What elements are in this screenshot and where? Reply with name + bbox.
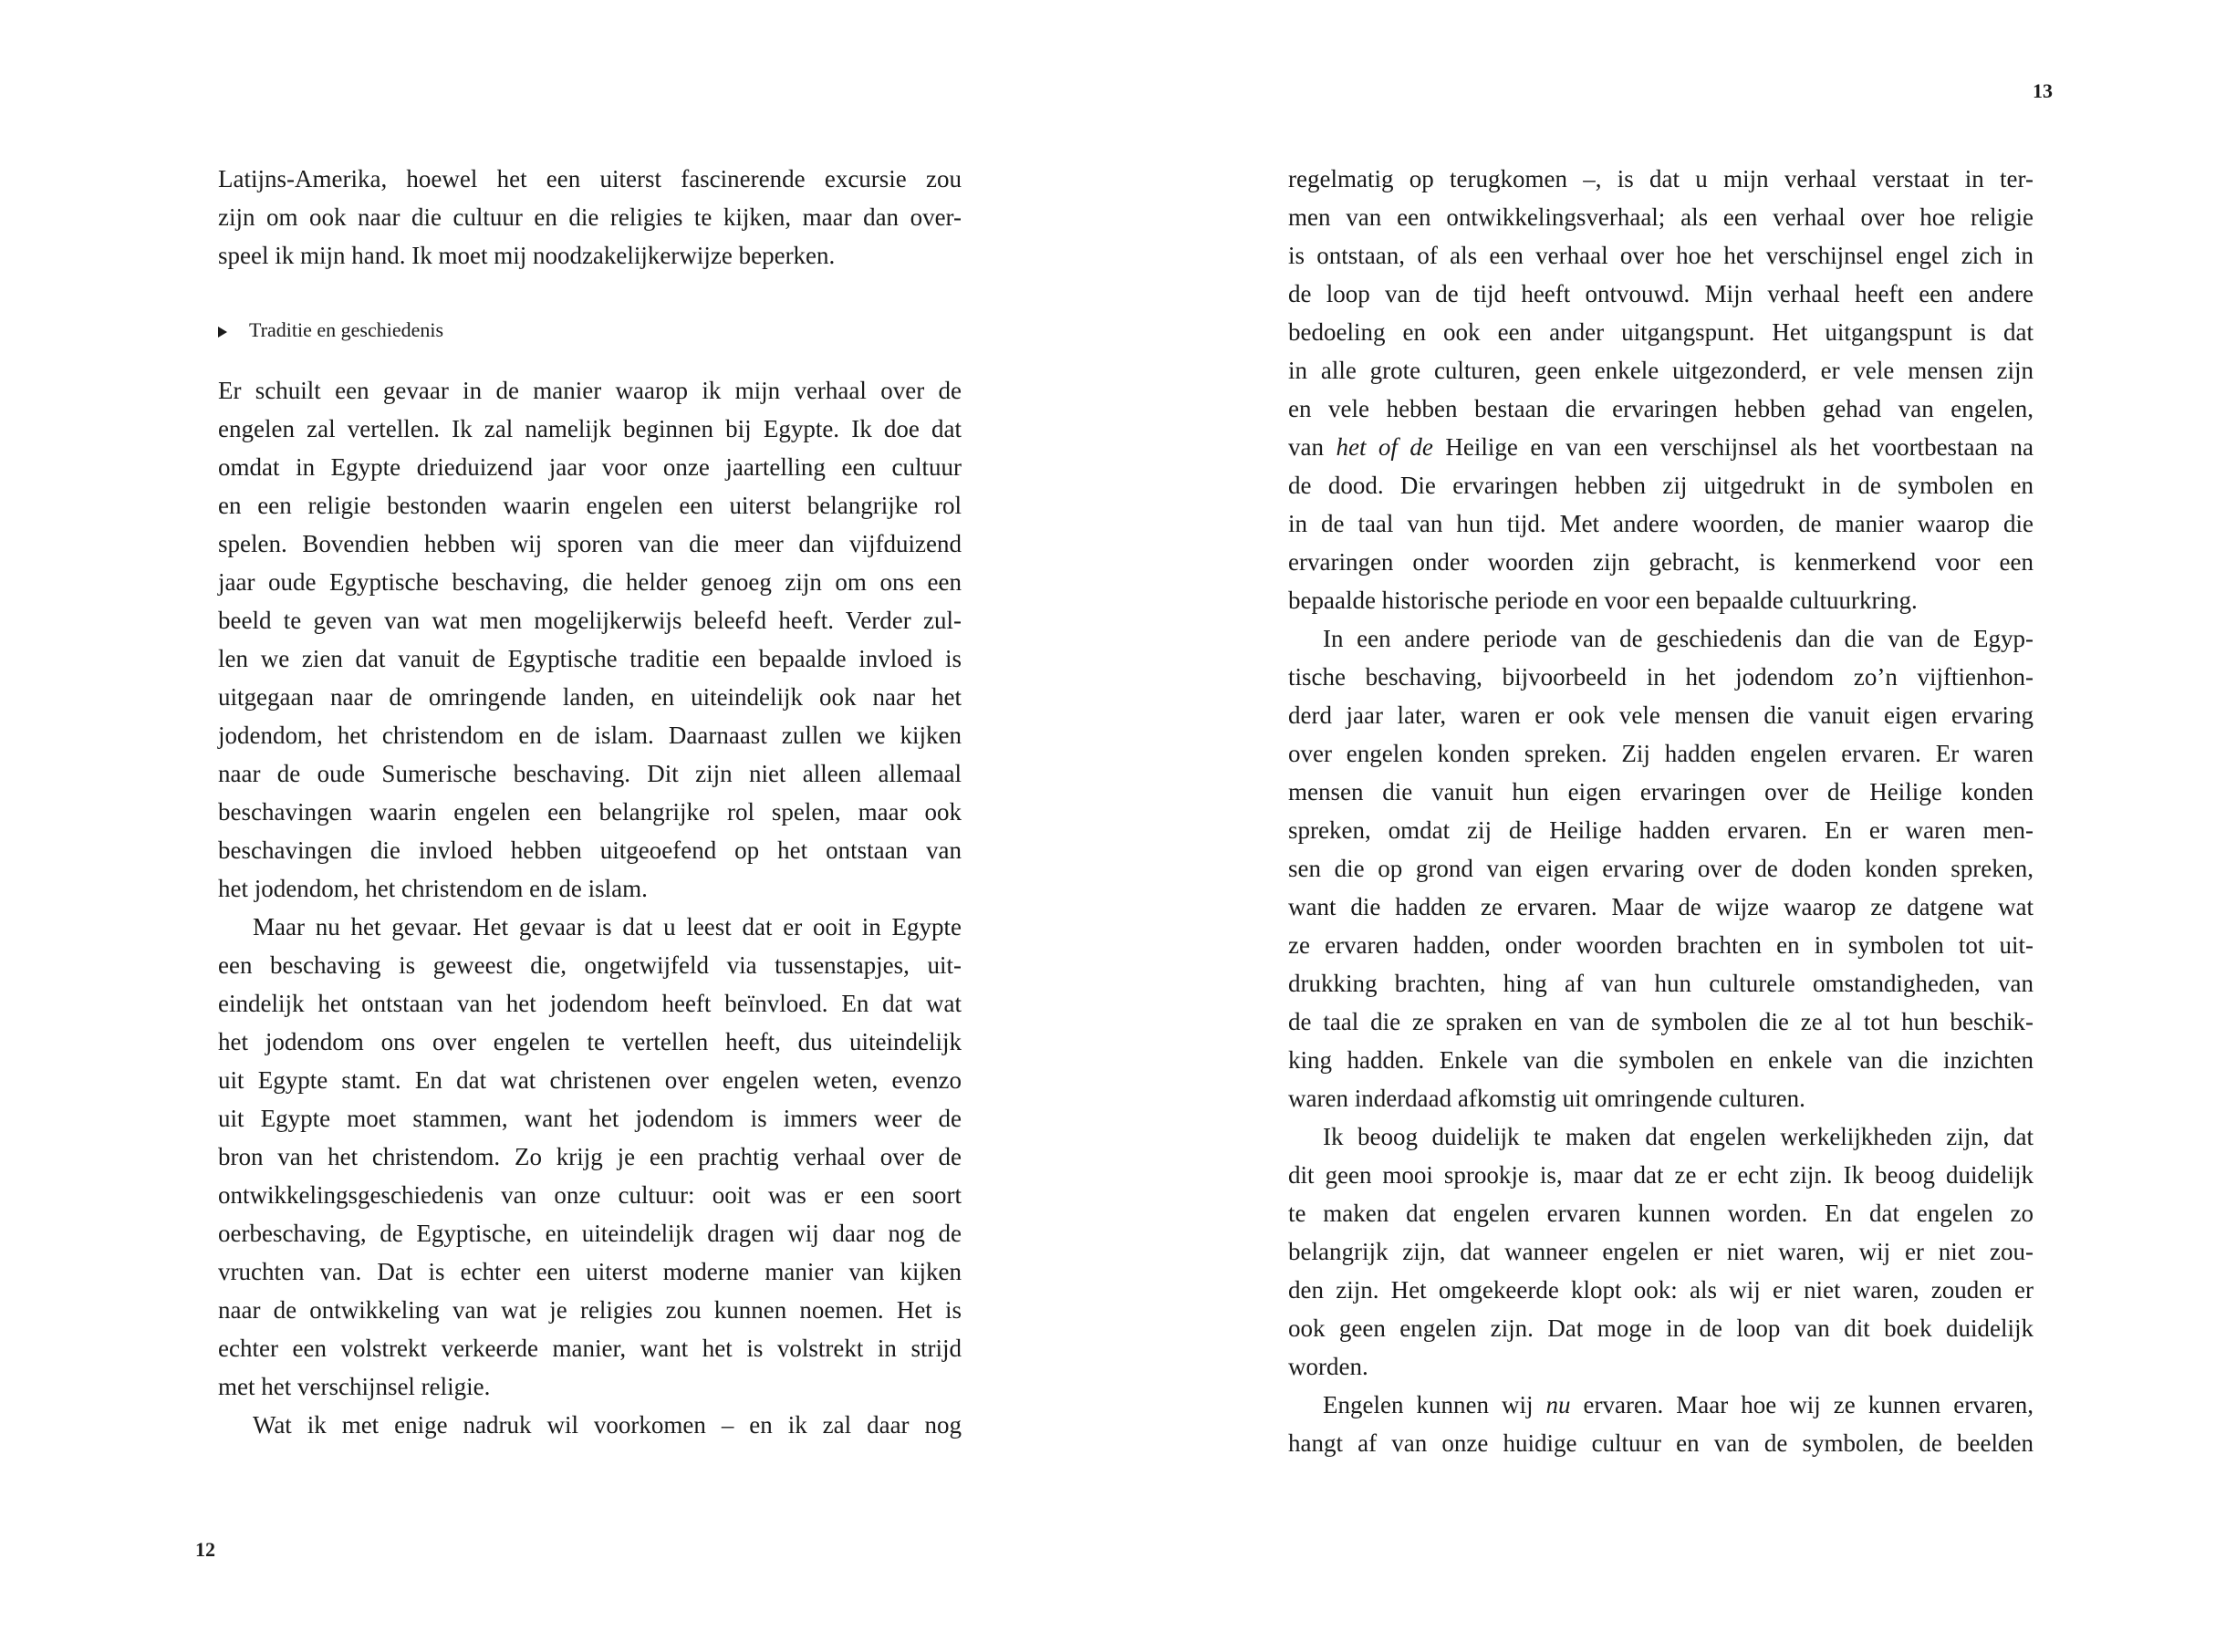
left-page-text — [218, 160, 962, 1444]
text-segment: Heilige en van een verschijnsel als het voortbestaan na — [1432, 433, 2034, 461]
text-line: Er schuilt een gevaar in de manier waarop ik mijn verhaal over de — [218, 377, 962, 404]
text-line: omdat in Egypte drieduizend jaar voor onze jaartelling een cultuur — [218, 453, 962, 481]
text-line — [1288, 428, 2034, 466]
text-line: jodendom, het christendom en de islam. Daarnaast zullen we kijken — [218, 722, 962, 749]
section-heading — [218, 311, 962, 349]
text-line: uitgegaan naar de omringende landen, en uiteindelijk ook naar het — [218, 683, 962, 711]
text-line: drukking brachten, hing af van hun culturele omstandigheden, van — [1288, 970, 2034, 997]
text-line: spreken, omdat zij de Heilige hadden ervaren. En er waren men- — [1288, 816, 2034, 844]
text-line: Ik beoog duidelijk te maken dat engelen werkelijkheden zijn, dat — [1323, 1123, 2034, 1150]
text-line: Wat ik met enige nadruk wil voorkomen – en ik zal daar nog — [253, 1411, 962, 1439]
paragraph — [1288, 619, 2034, 1117]
text-line: uit Egypte stamt. En dat wat christenen over engelen weten, evenzo — [218, 1066, 962, 1094]
text-line: met het verschijnsel religie. — [218, 1373, 491, 1400]
triangle-bullet-icon — [218, 327, 227, 338]
paragraph — [1288, 160, 2034, 619]
text-line: ook geen engelen zijn. Dat moge in de loop van dit boek duidelijk — [1288, 1314, 2034, 1342]
text-line: hangt af van onze huidige cultuur en van de symbolen, de beelden — [1288, 1429, 2034, 1457]
text-line: men van een ontwikkelingsverhaal; als een verhaal over hoe religie — [1288, 203, 2034, 231]
text-line: en een religie bestonden waarin engelen een uiterst belangrijke rol — [218, 492, 962, 519]
italic-text: nu — [1545, 1391, 1571, 1418]
text-line: Latijns-Amerika, hoewel het een uiterst fascinerende excursie zou — [218, 165, 962, 192]
text-segment: ervaren. Maar hoe wij ze kunnen ervaren, — [1570, 1391, 2034, 1418]
text-line: derd jaar later, waren er ook vele mensen die vanuit eigen ervaring — [1288, 701, 2034, 729]
text-line: ervaringen onder woorden zijn gebracht, is kenmerkend voor een — [1288, 548, 2034, 576]
section-heading-text: Traditie en geschiedenis — [249, 318, 444, 341]
paragraph — [218, 908, 962, 1406]
text-line: beschavingen waarin engelen een belangrijke rol spelen, maar ook — [218, 798, 962, 826]
text-line: de taal die ze spraken en van de symbolen die ze al tot hun beschik- — [1288, 1008, 2034, 1035]
text-line: belangrijk zijn, dat wanneer engelen er niet waren, wij er niet zou- — [1288, 1238, 2034, 1265]
text-line: den zijn. Het omgekeerde klopt ook: als wij er niet waren, zouden er — [1288, 1276, 2034, 1304]
text-line: echter een volstrekt verkeerde manier, want het is volstrekt in strijd — [218, 1335, 962, 1362]
left-paragraphs — [218, 371, 962, 1444]
text-line: in alle grote culturen, geen enkele uitgezonderd, er vele mensen zijn — [1288, 357, 2034, 384]
text-line — [1288, 1386, 2034, 1424]
right-page-text — [1288, 160, 2034, 1462]
text-line: zijn om ook naar die cultuur en die religies te kijken, maar dan over- — [218, 203, 962, 231]
paragraph — [218, 1406, 962, 1444]
text-line: naar de ontwikkeling van wat je religies zou kunnen noemen. Het is — [218, 1296, 962, 1324]
text-line: oerbeschaving, de Egyptische, en uiteindelijk dragen wij daar nog de — [218, 1220, 962, 1247]
text-line: bron van het christendom. Zo krijg je een prachtig verhaal over de — [218, 1143, 962, 1170]
text-line: want die hadden ze ervaren. Maar de wijze waarop ze datgene wat — [1288, 893, 2034, 920]
paragraph — [1288, 1386, 2034, 1462]
text-line: beschavingen die invloed hebben uitgeoefend op het ontstaan van — [218, 836, 962, 864]
text-line: vruchten van. Dat is echter een uiterst moderne manier van kijken — [218, 1258, 962, 1285]
text-line: dit geen mooi sprookje is, maar dat ze er echt zijn. Ik beoog duidelijk — [1288, 1161, 2034, 1189]
paragraph — [218, 371, 962, 908]
text-line: ze ervaren hadden, onder woorden brachten en in symbolen tot uit- — [1288, 931, 2034, 959]
text-line: eindelijk het ontstaan van het jodendom heeft beïnvloed. En dat wat — [218, 990, 962, 1017]
italic-text: het of de — [1336, 433, 1433, 461]
text-line: het jodendom ons over engelen te vertellen heeft, dus uiteindelijk — [218, 1028, 962, 1055]
text-line: len we zien dat vanuit de Egyptische traditie een bepaalde invloed is — [218, 645, 962, 672]
text-line: regelmatig op terugkomen –, is dat u mijn verhaal verstaat in ter- — [1288, 165, 2034, 192]
text-line: ontwikkelingsgeschiedenis van onze cultuur: ooit was er een soort — [218, 1181, 962, 1209]
text-line: en vele hebben bestaan die ervaringen hebben gehad van engelen, — [1288, 395, 2034, 422]
text-line: bedoeling en ook een ander uitgangspunt. Het uitgangspunt is dat — [1288, 318, 2034, 346]
text-line: Maar nu het gevaar. Het gevaar is dat u leest dat er ooit in Egypte — [253, 913, 962, 940]
text-line: sen die op grond van eigen ervaring over de doden konden spreken, — [1288, 855, 2034, 882]
text-line: een beschaving is geweest die, ongetwijfeld via tussenstapjes, uit- — [218, 951, 962, 979]
text-segment: Engelen kunnen wij — [1323, 1391, 1546, 1418]
text-line: over engelen konden spreken. Zij hadden engelen ervaren. Er waren — [1288, 740, 2034, 767]
text-line: speel ik mijn hand. Ik moet mij noodzakelijkerwijze beperken. — [218, 242, 836, 269]
text-line: worden. — [1288, 1353, 1368, 1380]
right-paragraphs — [1288, 160, 2034, 1462]
text-line: jaar oude Egyptische beschaving, die helder genoeg zijn om ons een — [218, 568, 962, 596]
text-line: waren inderdaad afkomstig uit omringende culturen. — [1288, 1085, 1805, 1112]
text-line: In een andere periode van de geschiedenis dan die van de Egyp- — [1323, 625, 2034, 652]
text-line: in de taal van hun tijd. Met andere woorden, de manier waarop die — [1288, 510, 2034, 537]
text-line: bepaalde historische periode en voor een bepaalde cultuurkring. — [1288, 587, 1918, 614]
text-line: king hadden. Enkele van die symbolen en enkele van die inzichten — [1288, 1046, 2034, 1074]
text-line: te maken dat engelen ervaren kunnen worden. En dat engelen zo — [1288, 1200, 2034, 1227]
page-number-left: 12 — [195, 1538, 215, 1561]
text-line: uit Egypte moet stammen, want het jodendom is immers weer de — [218, 1105, 962, 1132]
text-line: de loop van de tijd heeft ontvouwd. Mijn verhaal heeft een andere — [1288, 280, 2034, 307]
text-line: mensen die vanuit hun eigen ervaringen over de Heilige konden — [1288, 778, 2034, 805]
paragraph — [1288, 1117, 2034, 1386]
text-line: tische beschaving, bijvoorbeeld in het jodendom zo’n vijftienhon- — [1288, 663, 2034, 691]
text-line: beeld te geven van wat men mogelijkerwijs beleefd heeft. Verder zul- — [218, 607, 962, 634]
page-number-right: 13 — [2033, 79, 2053, 102]
text-line: naar de oude Sumerische beschaving. Dit zijn niet alleen allemaal — [218, 760, 962, 787]
text-line: de dood. Die ervaringen hebben zij uitgedrukt in de symbolen en — [1288, 472, 2034, 499]
text-line: spelen. Bovendien hebben wij sporen van die meer dan vijfduizend — [218, 530, 962, 557]
text-line: is ontstaan, of als een verhaal over hoe het verschijnsel engel zich in — [1288, 242, 2034, 269]
intro-paragraph — [218, 160, 962, 275]
text-segment: van — [1288, 433, 1337, 461]
text-line: het jodendom, het christendom en de islam. — [218, 875, 648, 902]
text-line: engelen zal vertellen. Ik zal namelijk beginnen bij Egypte. Ik doe dat — [218, 415, 962, 442]
